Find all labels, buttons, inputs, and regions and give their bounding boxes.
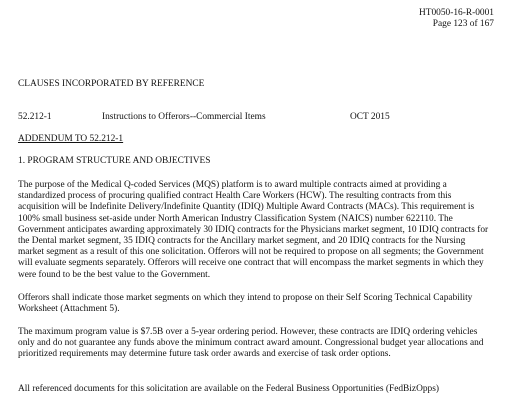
paragraph-market-segments: Offerors shall indicate those market segments on which they intend to propose on their Self Scoring Technical Capability Worksheet (Attachment 5). xyxy=(18,293,473,315)
subsection-title: 1. PROGRAM STRUCTURE AND OBJECTIVES xyxy=(18,156,211,166)
addendum-title: ADDENDUM TO 52.212-1 xyxy=(18,134,124,144)
paragraph-program-value: The maximum program value is $7.5B over a 5-year ordering period. However, these contracts are IDIQ ordering vehicles only and do not guarantee any funds above the minimum contract award amount. Congressional budget year allocations and prioritized requirements may determine future task order awards and exercise of task order options. xyxy=(18,327,484,360)
clause-title: Instructions to Offerors--Commercial Items xyxy=(102,112,266,122)
page-header xyxy=(419,8,494,30)
clause-number: 52.212-1 xyxy=(18,112,52,122)
section-title: CLAUSES INCORPORATED BY REFERENCE xyxy=(18,79,205,89)
page-number: Page 123 of 167 xyxy=(432,19,494,29)
document-id: HT0050-16-R-0001 xyxy=(419,8,494,18)
paragraph-referenced-documents: All referenced documents for this solicitation are available on the Federal Business Opportunities (FedBizOpps) xyxy=(18,384,439,394)
clause-row xyxy=(18,112,488,124)
paragraph-purpose: The purpose of the Medical Q-coded Services (MQS) platform is to award multiple contracts aimed at providing a standardized process of procuring qualified contract Health Care Workers (HCW). The resulting contracts from this acquisition will be Indefinite Delivery/Indefinite Quantity (IDIQ) Multiple Award Contracts (MACs). This requirement is 100% small business set-aside under North American Industry Classification System (NAICS) number 622110. The Government anticipates awarding approximately 30 IDIQ contracts for the Physicians market segment, 10 IDIQ contracts for the Dental market segment, 35 IDIQ contracts for the Ancillary market segment, and 20 IDIQ contracts for the Nursing market segment as a result of this one solicitation. Offerors will not be required to propose on all segments; the Government will evaluate segments separately. Offerors will receive one contract that will encompass the market segments in which they were found to be the best value to the Government. xyxy=(18,180,489,280)
clause-date: OCT 2015 xyxy=(350,112,390,122)
